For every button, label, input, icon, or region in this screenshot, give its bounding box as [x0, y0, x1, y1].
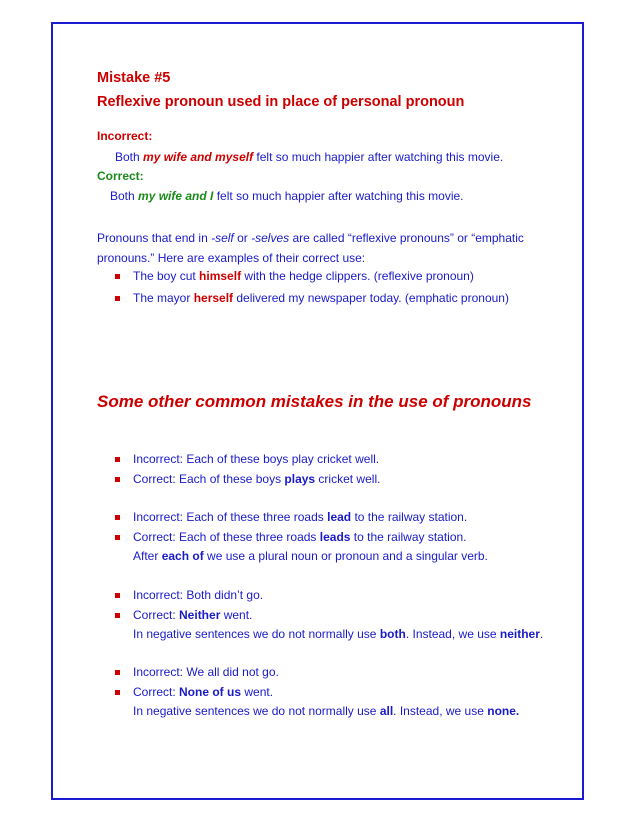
self-suffix: -self — [211, 231, 234, 245]
bullet-icon — [115, 593, 120, 598]
bold-word: leads — [319, 530, 351, 544]
group-2-correct — [133, 530, 467, 544]
bold-word: Neither — [179, 608, 221, 622]
text-span: we use a plural noun or pronoun and a singular verb. — [203, 549, 488, 563]
incorrect-sentence — [115, 150, 503, 164]
group-4-note — [133, 704, 519, 718]
bold-word: both — [379, 627, 406, 641]
explanation-pre: Pronouns that end in — [97, 231, 212, 245]
bullet-icon — [115, 535, 120, 540]
text-span: After — [133, 549, 162, 563]
bullet-icon — [115, 613, 120, 618]
text-span: Correct: Each of these boys — [133, 472, 285, 486]
bold-word: lead — [327, 510, 352, 524]
bold-word: all — [379, 704, 394, 718]
bullet-icon — [115, 670, 120, 675]
bullet-pre: The boy cut — [133, 269, 200, 283]
bullet-post: delivered my newspaper today. (emphatic pronoun) — [233, 291, 509, 305]
text-span: to the railway station. — [351, 510, 468, 524]
bullet-icon — [115, 515, 120, 520]
bold-word: neither — [499, 627, 540, 641]
bullet-icon — [115, 296, 120, 301]
bold-word: none. — [487, 704, 520, 718]
example-bullet-1 — [133, 269, 474, 283]
explanation-or: or — [233, 231, 252, 245]
group-4-incorrect: Incorrect: We all did not go. — [133, 665, 279, 679]
group-2-incorrect — [133, 510, 467, 524]
example-bullet-2 — [133, 291, 509, 305]
bullet-icon — [115, 457, 120, 462]
bullet-pre: The mayor — [133, 291, 194, 305]
group-2-note — [133, 549, 488, 563]
text-span: Correct: — [133, 685, 180, 699]
text-span: cricket well. — [315, 472, 381, 486]
explanation-line-1 — [97, 231, 524, 245]
text-span: Correct: — [133, 608, 180, 622]
mistake-title: Reflexive pronoun used in place of personal pronoun — [97, 94, 465, 110]
group-3-incorrect: Incorrect: Both didn’t go. — [133, 588, 264, 602]
correct-sentence — [110, 189, 464, 203]
bullet-icon — [115, 690, 120, 695]
bold-word: each of — [161, 549, 204, 563]
bullet-emphasis: herself — [193, 291, 234, 305]
mistake-number: Mistake #5 — [97, 70, 171, 86]
text-span: Correct: Each of these three roads — [133, 530, 320, 544]
bullet-emphasis: himself — [199, 269, 242, 283]
text-span: . Instead, we use — [405, 627, 500, 641]
correct-label: Correct: — [97, 169, 144, 183]
bullet-icon — [115, 274, 120, 279]
correct-post: felt so much happier after watching this movie. — [213, 189, 464, 203]
incorrect-post: felt so much happier after watching this movie. — [253, 150, 504, 164]
incorrect-label: Incorrect: — [97, 129, 153, 143]
group-1-incorrect: Incorrect: Each of these boys play cricket well. — [133, 452, 380, 466]
text-span: . Instead, we use — [393, 704, 488, 718]
correct-emphasis: my wife and I — [138, 189, 214, 203]
text-span: went. — [220, 608, 253, 622]
bold-word: None of us — [179, 685, 242, 699]
text-span: to the railway station. — [350, 530, 467, 544]
explanation-post: are called “reflexive pronouns” or “emphatic — [289, 231, 524, 245]
group-3-correct — [133, 608, 252, 622]
section-title: Some other common mistakes in the use of pronouns — [97, 392, 532, 411]
bullet-post: with the hedge clippers. (reflexive pronoun) — [241, 269, 474, 283]
text-span: In negative sentences we do not normally use — [133, 627, 380, 641]
group-4-correct — [133, 685, 273, 699]
bullet-icon — [115, 477, 120, 482]
incorrect-pre: Both — [115, 150, 144, 164]
text-span: In negative sentences we do not normally use — [133, 704, 380, 718]
correct-pre: Both — [110, 189, 139, 203]
bold-word: plays — [284, 472, 316, 486]
text-span: Incorrect: Each of these three roads — [133, 510, 328, 524]
selves-suffix: -selves — [251, 231, 290, 245]
text-span: went. — [241, 685, 274, 699]
group-1-correct — [133, 472, 380, 486]
group-3-note — [133, 627, 543, 641]
incorrect-emphasis: my wife and myself — [143, 150, 254, 164]
text-span: . — [539, 627, 544, 641]
explanation-line-2: pronouns.” Here are examples of their correct use: — [97, 251, 366, 265]
